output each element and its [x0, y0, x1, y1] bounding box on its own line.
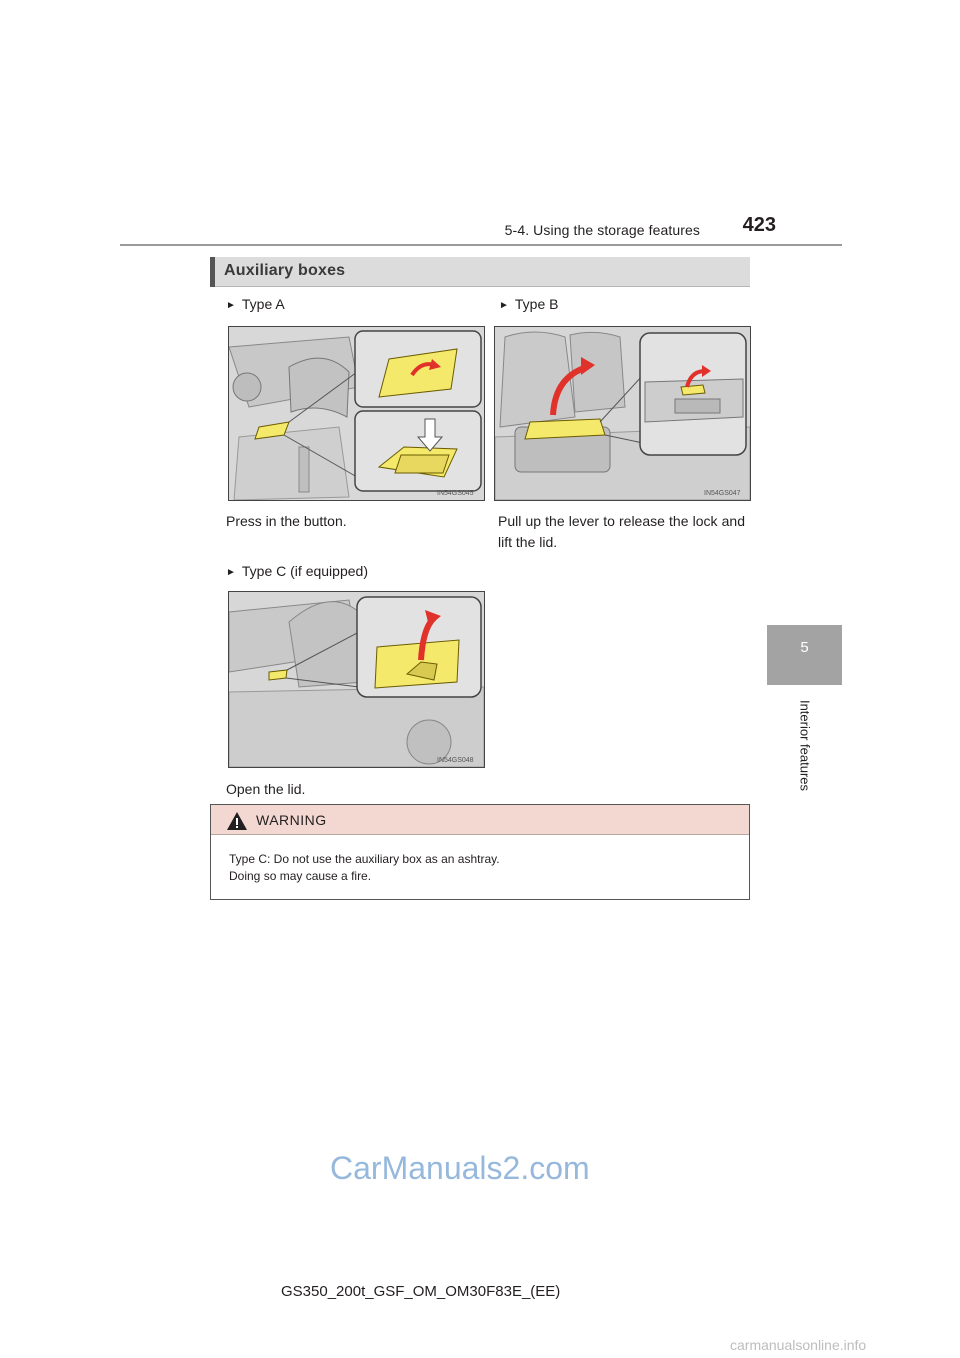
- watermark: CarManuals2.com: [330, 1150, 590, 1186]
- figure-code: IN54GS048: [437, 757, 474, 764]
- glove-box-illustration: [229, 327, 484, 500]
- section-heading: Auxiliary boxes: [224, 262, 346, 279]
- warning-triangle-icon: [226, 811, 248, 836]
- header-divider: [120, 244, 842, 246]
- warning-line: Doing so may cause a fire.: [229, 869, 372, 883]
- type-b-label: ► Type B: [499, 296, 559, 312]
- manual-code: GS350_200t_GSF_OM_OM30F83E_(EE): [281, 1283, 561, 1300]
- warning-title: WARNING: [256, 812, 327, 828]
- figure-code: IN54GS047: [704, 490, 741, 497]
- armrest-box-illustration: [495, 327, 750, 500]
- chapter-number: 5: [800, 639, 809, 656]
- triangle-bullet-icon: ►: [226, 300, 236, 311]
- type-c-label: ► Type C (if equipped): [226, 563, 368, 579]
- warning-line: Type C: Do not use the auxiliary box as an ashtray.: [229, 852, 500, 866]
- section-title: 5-4. Using the storage features: [504, 222, 700, 238]
- figure-type-b: [494, 326, 751, 501]
- chapter-title: [790, 690, 813, 800]
- door-box-illustration: [229, 592, 484, 767]
- section-heading-marker: [210, 257, 215, 287]
- chapter-title-label: Interior features: [797, 699, 813, 792]
- caption-type-b: Pull up the lever to release the lock and lift the lid.: [498, 513, 745, 550]
- figure-type-a: [228, 326, 485, 501]
- type-a-label: ► Type A: [226, 296, 285, 312]
- caption-type-a: Press in the button.: [226, 513, 347, 529]
- figure-code: IN54GS045: [437, 490, 474, 497]
- caption-type-c: Open the lid.: [226, 781, 306, 797]
- triangle-bullet-icon: ►: [226, 567, 236, 578]
- page-number: 423: [742, 214, 776, 236]
- source-watermark: carmanualsonline.info: [730, 1337, 867, 1353]
- warning-text: [229, 851, 500, 885]
- chapter-tab: [767, 625, 842, 685]
- figure-type-c: [228, 591, 485, 768]
- triangle-bullet-icon: ►: [499, 300, 509, 311]
